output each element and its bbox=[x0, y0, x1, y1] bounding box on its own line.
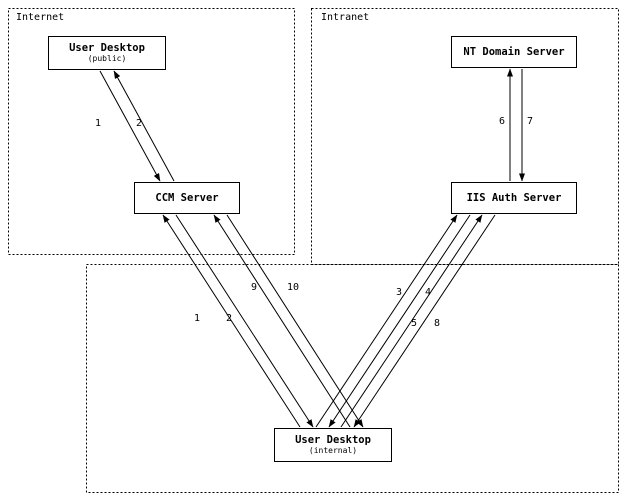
edge-label-8: 8 bbox=[434, 318, 441, 329]
node-user-desktop-public-subtitle: (public) bbox=[87, 54, 127, 64]
edge-label-3: 3 bbox=[396, 287, 403, 298]
node-iis-auth-server[interactable] bbox=[451, 182, 577, 214]
node-user-desktop-internal-title: User Desktop bbox=[295, 434, 371, 447]
edge-8-iis-to-internal bbox=[354, 215, 495, 427]
edge-label-10: 10 bbox=[287, 282, 300, 293]
edge-label-1-bottom: 1 bbox=[194, 313, 201, 324]
edge-1-public-to-ccm bbox=[100, 71, 160, 181]
edge-2-ccm-to-public bbox=[114, 71, 174, 181]
node-iis-auth-server-title: IIS Auth Server bbox=[466, 191, 562, 204]
edge-label-2-bottom: 2 bbox=[226, 313, 233, 324]
node-user-desktop-public[interactable] bbox=[48, 36, 166, 70]
node-ccm-server-title: CCM Server bbox=[155, 191, 219, 204]
edge-label-7: 7 bbox=[527, 116, 534, 127]
node-user-desktop-public-title: User Desktop bbox=[69, 42, 145, 55]
internet-zone-label: Internet bbox=[16, 12, 65, 23]
edge-label-1-top: 1 bbox=[95, 118, 102, 129]
edge-label-4: 4 bbox=[425, 287, 432, 298]
intranet-zone-label: Intranet bbox=[321, 12, 370, 23]
edge-label-9: 9 bbox=[251, 282, 258, 293]
node-user-desktop-internal-subtitle: (internal) bbox=[308, 446, 358, 456]
edge-label-5: 5 bbox=[411, 318, 418, 329]
node-ccm-server[interactable] bbox=[134, 182, 240, 214]
edge-9-internal-to-ccm bbox=[214, 215, 350, 427]
node-user-desktop-internal[interactable] bbox=[274, 428, 392, 462]
edge-label-2-top: 2 bbox=[136, 118, 143, 129]
edge-4-iis-to-internal bbox=[329, 215, 470, 427]
node-nt-domain-server-title: NT Domain Server bbox=[463, 45, 565, 58]
node-nt-domain-server[interactable] bbox=[451, 36, 577, 68]
edge-label-6: 6 bbox=[499, 116, 506, 127]
